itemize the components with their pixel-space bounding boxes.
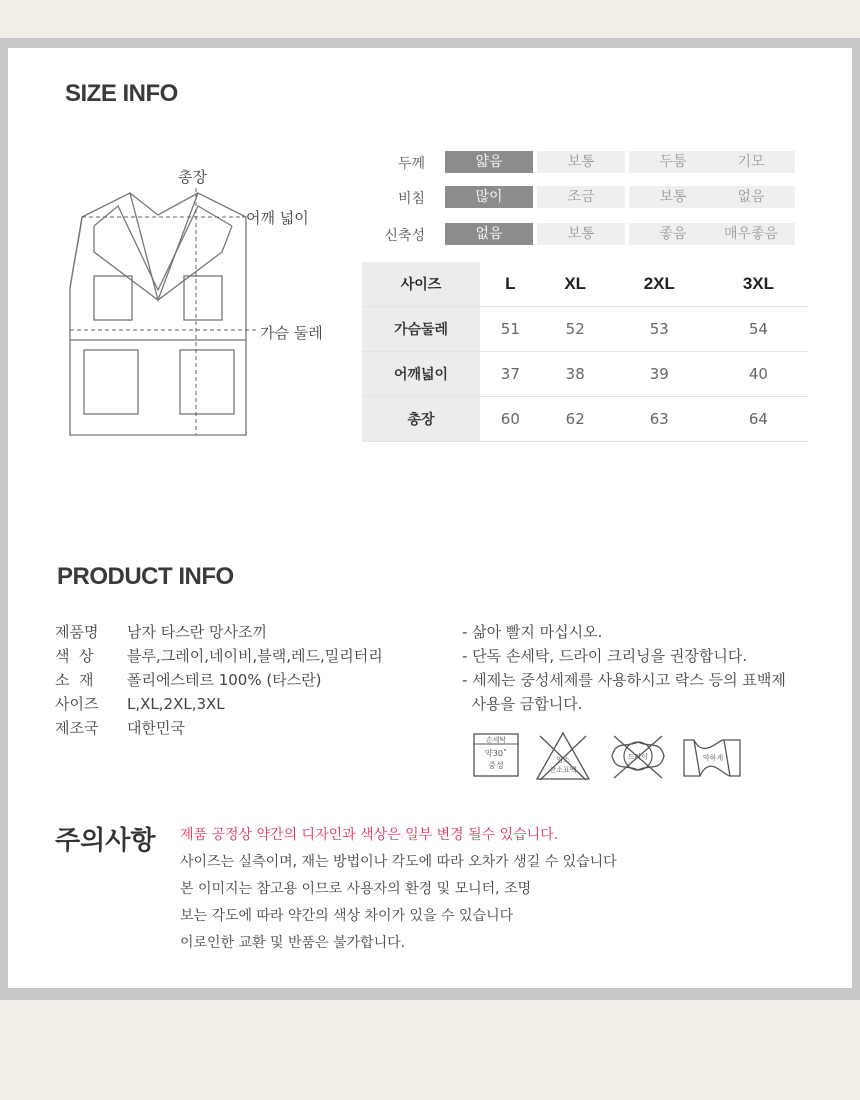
attr-option: 조금 (537, 186, 625, 208)
product-spec-list (55, 620, 383, 740)
table-header-cell: XL (541, 262, 610, 307)
spec-value: 대한민국 (127, 719, 185, 737)
table-cell: 52 (541, 307, 610, 352)
spec-row (55, 668, 383, 692)
gentle-wring-icon (680, 730, 746, 780)
size-info-title: SIZE INFO (65, 80, 178, 107)
table-row-label: 총장 (362, 397, 480, 442)
attr-label: 신축성 (384, 228, 425, 244)
spec-key: 제품명 (55, 623, 99, 641)
table-cell: 51 (480, 307, 541, 352)
table-cell: 62 (541, 397, 610, 442)
table-row-label: 어깨넓이 (362, 352, 480, 397)
care-icon-text: 염소 (556, 756, 570, 764)
care-notes (462, 620, 842, 716)
spec-row (55, 644, 383, 668)
table-header-cell: L (480, 262, 541, 307)
table-cell: 53 (610, 307, 709, 352)
care-icon-text: 산소표백 (549, 766, 577, 774)
spec-value: 폴리에스테르 100% (타스란) (127, 671, 322, 689)
table-row (362, 352, 808, 397)
spec-row (55, 692, 383, 716)
table-cell: 60 (480, 397, 541, 442)
attr-option: 매우좋음 (707, 223, 795, 245)
care-icon-text: 약하게 (702, 754, 724, 762)
table-row-label: 가슴둘레 (362, 307, 480, 352)
care-icon-text: 손세탁 (485, 736, 507, 744)
care-note: - 삶아 빨지 마십시오. (462, 623, 603, 641)
vest-outline-icon (60, 160, 360, 450)
shoulder-label: 어깨 넓이 (246, 209, 309, 227)
hand-wash-icon (472, 730, 522, 780)
chest-label: 가슴 둘레 (260, 324, 323, 342)
spec-row (55, 620, 383, 644)
table-cell: 37 (480, 352, 541, 397)
no-dryer-icon (606, 730, 672, 780)
attr-option: 좋음 (629, 223, 717, 245)
table-header-cell: 2XL (610, 262, 709, 307)
spec-value: 블루,그레이,네이비,블랙,레드,밀리터리 (127, 647, 383, 665)
table-row (362, 397, 808, 442)
product-info-title: PRODUCT INFO (57, 563, 234, 590)
spec-row (55, 716, 383, 740)
table-cell: 63 (610, 397, 709, 442)
table-header-cell: 사이즈 (362, 262, 480, 307)
care-icon-text: 약30˚ (485, 749, 507, 758)
caution-line: 이로인한 교환 및 반품은 불가합니다. (180, 935, 406, 951)
size-table (362, 262, 808, 442)
length-label: 총장 (178, 168, 207, 186)
spec-key: 색 상 (55, 647, 94, 665)
table-cell: 64 (709, 397, 808, 442)
table-cell: 38 (541, 352, 610, 397)
attr-option: 두툼 (629, 151, 717, 173)
caution-title: 주의사항 (55, 826, 156, 856)
table-header-cell: 3XL (709, 262, 808, 307)
attr-option: 많이 (445, 186, 533, 208)
caution-line: 본 이미지는 참고용 이므로 사용자의 환경 및 모니터, 조명 (180, 881, 532, 897)
attr-row-stretch (365, 223, 805, 245)
table-cell: 39 (610, 352, 709, 397)
no-bleach-icon (534, 730, 594, 780)
spec-key: 제조국 (55, 719, 99, 737)
attr-option: 보통 (537, 151, 625, 173)
care-note: 사용을 금합니다. (462, 695, 583, 713)
caution-line: 사이즈는 실측이며, 재는 방법이나 각도에 따라 오차가 생길 수 있습니다 (180, 854, 617, 870)
spec-key: 소 재 (55, 671, 94, 689)
attr-option: 보통 (537, 223, 625, 245)
care-note: - 단독 손세탁, 드라이 크리닝을 권장합니다. (462, 647, 748, 665)
spec-value: 남자 타스란 망사조끼 (127, 623, 267, 641)
spec-value: L,XL,2XL,3XL (127, 695, 225, 713)
table-row (362, 307, 808, 352)
care-note: - 세제는 중성세제를 사용하시고 락스 등의 표백제 (462, 671, 786, 689)
care-icon-text: 중성 (488, 761, 504, 770)
attr-option: 보통 (629, 186, 717, 208)
attr-row-sheerness (365, 186, 805, 208)
attr-option: 없음 (707, 186, 795, 208)
care-icon-text: 드라이 (627, 753, 649, 761)
attr-option: 기모 (707, 151, 795, 173)
attr-label: 두께 (397, 156, 425, 172)
spec-key: 사이즈 (55, 695, 99, 713)
table-cell: 54 (709, 307, 808, 352)
attr-option: 얇음 (445, 151, 533, 173)
attr-label: 비침 (397, 191, 425, 207)
table-cell: 40 (709, 352, 808, 397)
vest-diagram (60, 160, 360, 450)
table-header-row (362, 262, 808, 307)
attr-option: 없음 (445, 223, 533, 245)
attr-row-thickness (365, 151, 805, 173)
caution-highlight: 제품 공정상 약간의 디자인과 색상은 일부 변경 될수 있습니다. (180, 827, 559, 843)
caution-text (180, 822, 617, 957)
caution-line: 보는 각도에 따라 약간의 색상 차이가 있을 수 있습니다 (180, 908, 514, 924)
